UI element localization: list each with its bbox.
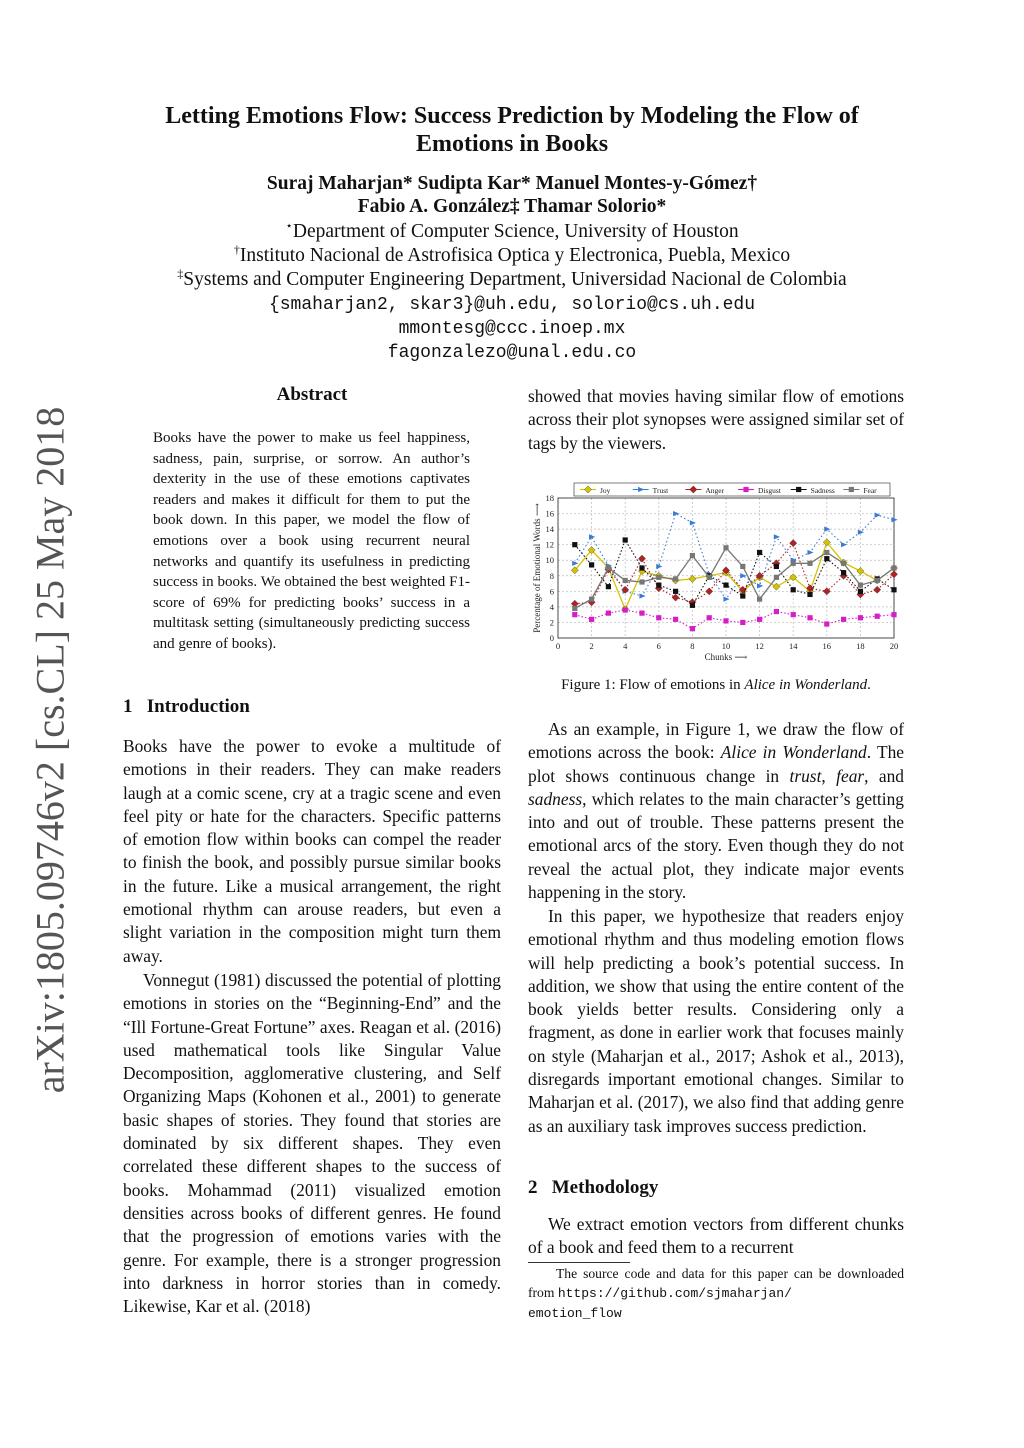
p1-e: ,	[821, 765, 837, 786]
data-point-sadness	[623, 537, 628, 542]
arxiv-sidebar	[18, 406, 82, 1094]
data-point-fear	[572, 606, 577, 611]
star-mark: ⋆	[285, 218, 293, 233]
p1-trust: trust	[789, 765, 822, 786]
data-point-joy	[773, 583, 780, 590]
data-point-disgust	[623, 607, 628, 612]
intro-heading-number: 1	[123, 696, 133, 717]
data-point-trust	[774, 534, 780, 539]
x-tick-label: 2	[589, 641, 594, 651]
paper-title-line1: Letting Emotions Flow: Success Prediction by Modeling the Flow of	[165, 103, 859, 129]
footnote-text: The source code and data for this paper can be downloaded from	[528, 1266, 904, 1300]
data-point-trust	[841, 542, 847, 547]
footnote-url-cont[interactable]: emotion_flow	[528, 1306, 622, 1321]
footnote-rule	[528, 1262, 630, 1263]
data-point-fear	[656, 575, 661, 580]
email-line3: fagonzalezo@unal.edu.co	[387, 343, 637, 363]
data-point-disgust	[774, 609, 779, 614]
data-point-trust	[891, 517, 897, 522]
y-tick-label: 18	[545, 493, 554, 503]
x-tick-label: 12	[755, 641, 764, 651]
intro-paragraph-2: Vonnegut (1981) discussed the potential of plotting emotions in stories on the “Beginning-End” and the “Ill Fortune-Great Fortune” axes. Reagan et al. (2016) used mathematical tools like Singular Value Decomposition, agglomerative clustering, and Self Organizing Maps (Kohonen et al., 2001) to generate basic shapes of stories. They found that stories are dominated by six different shapes. They even correlated these different shapes to the success of books. Mohammad (2011) visualized emotion densities across books of different genres. He found that the progression of emotions varies with the genre. For example, there is a stronger progression into darkness in horror stories than in comedy. Likewise, Kar et al. (2018)	[123, 970, 501, 1317]
data-point-disgust	[757, 617, 762, 622]
y-tick-label: 14	[545, 524, 554, 535]
data-point-fear	[606, 565, 611, 570]
x-tick-label: 6	[656, 641, 661, 651]
data-point-fear	[673, 576, 678, 581]
data-point-fear	[639, 579, 644, 584]
data-point-anger	[638, 555, 645, 562]
y-tick-label: 4	[549, 601, 554, 612]
y-tick-label: 16	[545, 508, 554, 519]
authors-line1: Suraj Maharjan* Sudipta Kar* Manuel Montes-y-Gómez†	[266, 173, 758, 194]
intro-heading	[123, 696, 250, 718]
intro-paragraph-1: Books have the power to evoke a multitude of emotions in their readers. They can make readers laugh at a comic scene, cry at a tragic scene and even feel pity or hate for the characters. Specific patterns of emotion flow within books can compel the reader to finish the book, and possibly pursue similar books in the future. Like a musical arrangement, the right emotional rhythm can arouse readers, but even a slight variation in the composition might turn them away.	[123, 736, 501, 966]
ddagger-mark: ‡	[177, 266, 184, 281]
p1-a: As an example, in Figure 1, we draw the flow of emotions across the book:	[528, 719, 904, 763]
right-paragraph-0: showed that movies having similar flow of emotions across their plot synopses were assigned similar set of tags by the viewers.	[528, 386, 904, 453]
footnote-url[interactable]: https://github.com/sjmaharjan/	[557, 1286, 792, 1301]
legend-marker	[849, 487, 854, 492]
abstract-text: Books have the power to make us feel happiness, sadness, pain, surprise, or sorrow. An author’s dexterity in the use of these emotions captivates readers and makes it difficult for them to put the book down. In this paper, we model the flow of emotions over a book using recurrent neural networks and quantify its usefulness in predicting success in books. We obtained the best weighted F1-score of 69% for predicting books’ success in a multitask setting (simultaneously predicting success and genre of books).	[153, 430, 470, 652]
legend-box	[574, 483, 890, 496]
data-point-disgust	[891, 612, 896, 617]
data-point-fear	[858, 583, 863, 588]
data-point-trust	[690, 520, 696, 525]
data-point-disgust	[858, 615, 863, 620]
data-point-disgust	[606, 611, 611, 616]
methodology-heading-number: 2	[528, 1177, 538, 1198]
data-point-sadness	[656, 583, 661, 588]
x-tick-label: 14	[788, 641, 798, 651]
data-point-sadness	[791, 587, 796, 592]
email-line1: {smaharjan2, skar3}@uh.edu, solorio@cs.uh.edu	[268, 295, 756, 315]
right-paragraph-3: We extract emotion vectors from different chunks of a book and feed them to a recurrent	[528, 1214, 904, 1258]
authors-line2: Fabio A. González‡ Thamar Solorio*	[357, 196, 667, 217]
data-point-sadness	[690, 603, 695, 608]
x-tick-label: 20	[889, 641, 899, 651]
x-tick-label: 16	[822, 641, 832, 651]
data-point-disgust	[707, 615, 712, 620]
y-tick-label: 8	[549, 570, 554, 581]
caption-prefix: Figure 1: Flow of emotions in	[561, 677, 745, 693]
data-point-sadness	[589, 562, 594, 567]
data-point-sadness	[740, 593, 745, 598]
data-point-disgust	[723, 618, 728, 623]
legend-label: Fear	[863, 486, 877, 495]
affiliation-colombia-text: Systems and Computer Engineering Department, Universidad Nacional de Colombia	[183, 269, 847, 290]
data-point-sadness	[774, 564, 779, 569]
data-point-sadness	[807, 592, 812, 597]
data-point-anger	[672, 594, 679, 601]
data-point-fear	[791, 561, 796, 566]
legend-label: Disgust	[758, 486, 781, 495]
y-tick-label: 6	[549, 586, 554, 597]
x-tick-label: 18	[856, 641, 865, 651]
right-paragraph-2: In this paper, we hypothesize that readers enjoy emotional rhythm and thus modeling emotion flows will help predicting a book’s potential success. In addition, we show that using the entire content of the book yields better results. Considering only a fragment, as done in earlier work that focuses mainly on style (Maharjan et al., 2017; Ashok et al., 2013), disregards important emotional changes. Similar to Maharjan et al. (2017), we also find that adding genre as an auxiliary task improves success prediction.	[528, 906, 904, 1136]
legend-marker	[796, 487, 801, 492]
x-axis-label: Chunks ⟶	[704, 652, 748, 662]
data-point-fear	[757, 597, 762, 602]
data-point-fear	[623, 578, 628, 583]
data-point-sadness	[891, 587, 896, 592]
legend-marker	[743, 487, 748, 492]
data-point-fear	[807, 561, 812, 566]
data-point-sadness	[723, 583, 728, 588]
caption-suffix: .	[867, 677, 871, 693]
data-point-disgust	[572, 612, 577, 617]
data-point-disgust	[673, 617, 678, 622]
y-axis-label: Percentage of Emotional Words ⟶	[532, 503, 542, 633]
y-tick-label: 12	[545, 539, 554, 550]
data-point-disgust	[656, 615, 661, 620]
p1-book-title: Alice in Wonderland	[720, 742, 867, 763]
p1-g: , and	[864, 765, 905, 786]
data-point-anger	[874, 586, 881, 593]
right-paragraph-1	[528, 718, 904, 904]
data-point-fear	[690, 553, 695, 558]
email-line2: mmontesg@ccc.inoep.mx	[398, 319, 626, 339]
data-point-disgust	[824, 621, 829, 626]
y-tick-label: 2	[549, 617, 554, 628]
data-point-trust	[807, 550, 813, 555]
data-point-sadness	[639, 565, 644, 570]
legend-label: Anger	[705, 486, 725, 495]
p1-i: , which relates to the main character’s getting into and out of trouble. These patterns present the emotional arcs of the story. Even though they do not reveal the actual plot, they indicate major events happening in the story.	[528, 788, 904, 903]
data-point-joy	[689, 575, 696, 582]
data-point-fear	[875, 578, 880, 583]
data-point-anger	[706, 588, 713, 595]
intro-heading-text: Introduction	[146, 696, 250, 717]
data-point-disgust	[875, 614, 880, 619]
y-tick-label: 0	[549, 633, 554, 643]
affiliation-houston-text: Department of Computer Science, University of Houston	[292, 221, 739, 242]
affiliation-inaoe	[100, 244, 924, 267]
data-point-trust	[572, 561, 578, 566]
figure-caption	[528, 677, 904, 694]
data-point-fear	[723, 545, 728, 550]
data-point-trust	[639, 593, 645, 598]
data-point-fear	[740, 564, 745, 569]
footnote	[528, 1264, 904, 1323]
data-point-fear	[824, 550, 829, 555]
affiliation-houston	[100, 220, 924, 243]
data-point-fear	[774, 575, 779, 580]
x-tick-label: 10	[721, 641, 731, 651]
data-point-trust	[723, 597, 729, 602]
data-point-joy	[857, 568, 864, 575]
x-tick-label: 8	[690, 641, 695, 651]
methodology-heading	[528, 1177, 658, 1199]
legend-label: Sadness	[810, 486, 835, 495]
data-point-trust	[757, 583, 763, 588]
data-point-fear	[891, 565, 896, 570]
data-point-sadness	[673, 589, 678, 594]
abstract-heading: Abstract	[276, 384, 348, 405]
p1-c: . The plot shows continuous change in	[528, 742, 905, 786]
caption-book-title: Alice in Wonderland	[744, 677, 868, 693]
methodology-heading-text: Methodology	[551, 1177, 659, 1198]
data-point-sadness	[841, 570, 846, 575]
data-point-fear	[589, 597, 594, 602]
arxiv-id: arXiv:1805.09746v2 [cs.CL] 25 May 2018	[27, 406, 73, 1094]
data-point-fear	[841, 561, 846, 566]
data-point-disgust	[791, 612, 796, 617]
paper-title-line2: Emotions in Books	[415, 131, 609, 157]
legend-label: Trust	[652, 486, 669, 495]
data-point-sadness	[606, 584, 611, 589]
data-point-sadness	[572, 542, 577, 547]
data-point-sadness	[824, 556, 829, 561]
data-point-anger	[790, 540, 797, 547]
data-point-sadness	[858, 589, 863, 594]
data-point-disgust	[639, 611, 644, 616]
data-point-trust	[858, 530, 864, 535]
data-point-disgust	[690, 626, 695, 631]
affiliation-inaoe-text: Instituto Nacional de Astrofisica Optica y Electronica, Puebla, Mexico	[239, 245, 791, 266]
p1-fear: fear	[836, 765, 865, 786]
affiliation-colombia	[100, 268, 924, 291]
dagger-mark: †	[233, 242, 240, 257]
x-tick-label: 4	[623, 641, 628, 651]
data-point-disgust	[807, 615, 812, 620]
legend-label: Joy	[600, 486, 611, 495]
y-tick-label: 10	[545, 555, 554, 566]
data-point-disgust	[740, 620, 745, 625]
emotion-flow-chart	[528, 478, 904, 663]
data-point-anger	[890, 571, 897, 578]
data-point-sadness	[757, 550, 762, 555]
data-point-disgust	[589, 617, 594, 622]
data-point-fear	[707, 575, 712, 580]
data-point-disgust	[841, 617, 846, 622]
p1-sadness: sadness	[528, 788, 583, 809]
x-tick-label: 0	[555, 641, 561, 651]
